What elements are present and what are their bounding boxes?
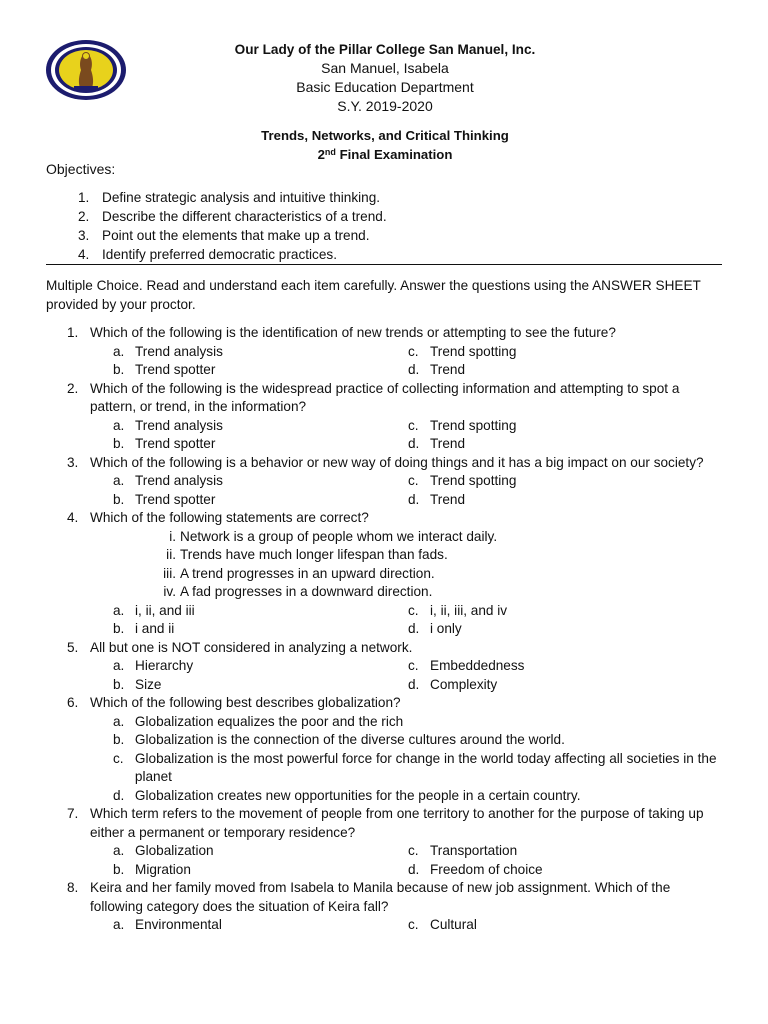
school-year: S.Y. 2019-2020 <box>337 98 433 114</box>
option-text: Trend <box>430 436 466 451</box>
objective-item <box>78 188 387 207</box>
question-stem <box>0 879 768 916</box>
question-number: 1. <box>67 325 79 340</box>
option-letter: d. <box>408 861 420 877</box>
answer-option <box>408 842 708 861</box>
school-seal-logo <box>44 38 128 102</box>
option-letter: d. <box>408 676 420 692</box>
question-stem <box>0 805 768 842</box>
objective-text: Point out the elements that make up a trend. <box>102 228 370 243</box>
question-stem <box>0 454 768 473</box>
option-text: Globalization is the connection of the diverse cultures around the world. <box>134 732 565 747</box>
answer-option <box>113 435 408 454</box>
option-letter: d. <box>408 436 420 451</box>
subject-title: Trends, Networks, and Critical Thinking <box>261 128 509 143</box>
answer-option <box>113 620 408 639</box>
objective-text: Describe the different characteristics of a trend. <box>102 209 387 224</box>
option-letter: c. <box>408 417 419 433</box>
statement-item <box>140 565 768 584</box>
answer-options <box>113 472 768 509</box>
answer-options <box>113 602 768 639</box>
option-letter: d. <box>113 787 125 803</box>
option-text: Hierarchy <box>135 658 194 673</box>
option-text: Transportation <box>430 843 518 858</box>
question-stem <box>0 639 768 658</box>
answer-options <box>113 713 723 806</box>
statement-label: iv. <box>163 584 176 599</box>
objectives-list <box>78 188 387 264</box>
answer-options <box>113 657 768 694</box>
answer-options <box>113 842 768 879</box>
answer-option <box>113 787 723 806</box>
question-text: Which of the following is a behavior or new way of doing things and it has a big impact on our society? <box>90 454 704 470</box>
question-text: Which of the following is the identification of new trends or attempting to see the future? <box>90 325 616 340</box>
objective-item <box>78 226 387 245</box>
answer-option <box>408 916 708 935</box>
statement-label: ii. <box>166 547 176 562</box>
question-item <box>0 639 768 695</box>
question-stem <box>0 509 768 528</box>
option-text: i, ii, iii, and iv <box>430 602 508 618</box>
option-letter: c. <box>408 917 419 932</box>
option-letter: b. <box>113 436 125 451</box>
option-letter: c. <box>408 343 419 359</box>
question-number: 3. <box>67 454 79 470</box>
option-letter: c. <box>408 602 419 618</box>
question-text: Which of the following best describes globalization? <box>90 695 401 710</box>
option-letter: b. <box>113 732 125 747</box>
school-address: San Manuel, Isabela <box>321 60 449 76</box>
instructions: Multiple Choice. Read and understand each item carefully. Answer the questions using the ANSWER SHEET provided by your proctor. <box>46 278 701 312</box>
school-header <box>170 40 600 116</box>
answer-option <box>113 491 408 510</box>
option-text: Size <box>135 676 162 692</box>
option-text: i and ii <box>135 621 175 636</box>
option-letter: a. <box>113 473 125 488</box>
question-stem <box>0 380 768 417</box>
answer-options <box>113 417 768 454</box>
answer-option <box>408 343 708 362</box>
answer-options <box>113 343 768 380</box>
question-number: 8. <box>67 880 79 895</box>
answer-option <box>408 361 708 380</box>
option-text: Trend analysis <box>135 417 223 433</box>
answer-option <box>408 472 708 491</box>
question-item <box>0 380 768 454</box>
answer-option <box>408 491 708 510</box>
statement-text: Network is a group of people whom we interact daily. <box>180 528 498 544</box>
question-text: Which term refers to the movement of people from one territory to another for the purpose of taking up either a permanent or temporary residence? <box>90 806 704 840</box>
question-item <box>0 324 768 380</box>
option-text: Globalization equalizes the poor and the rich <box>134 713 404 729</box>
option-text: Trend <box>430 362 466 377</box>
question-text: All but one is NOT considered in analyzing a network. <box>90 639 413 655</box>
exam-titles <box>170 126 600 164</box>
statement-text: A fad progresses in a downward direction. <box>180 584 433 599</box>
objective-text: Define strategic analysis and intuitive thinking. <box>102 190 381 205</box>
statement-label: i. <box>169 528 176 544</box>
answer-option <box>113 361 408 380</box>
objectives-heading: Objectives: <box>46 161 116 177</box>
option-letter: a. <box>113 658 125 673</box>
school-name: Our Lady of the Pillar College San Manuel, Inc. <box>234 42 536 57</box>
option-text: Trend spotting <box>430 343 517 359</box>
option-letter: d. <box>408 362 420 377</box>
question-list <box>0 324 768 935</box>
option-text: i only <box>430 621 462 636</box>
answer-option <box>408 657 708 676</box>
option-letter: c. <box>408 843 419 858</box>
option-letter: a. <box>113 843 125 858</box>
objective-number: 4. <box>78 247 90 262</box>
question-text: Keira and her family moved from Isabela to Manila because of new job assignment. Which of the following category does the situation of Keira fall? <box>90 880 671 914</box>
question-text: Which of the following statements are correct? <box>90 510 369 525</box>
option-letter: a. <box>113 343 125 359</box>
option-text: Trend spotter <box>135 436 216 451</box>
option-text: Globalization is the most powerful force for change in the world today affecting all societies in the planet <box>134 750 717 784</box>
option-letter: a. <box>113 713 125 729</box>
department: Basic Education Department <box>296 79 474 95</box>
option-letter: c. <box>408 658 419 673</box>
question-item <box>0 694 768 805</box>
answer-option <box>113 676 408 695</box>
answer-option <box>408 676 708 695</box>
question-number: 4. <box>67 510 79 525</box>
option-text: Trend spotting <box>430 417 517 433</box>
question-number: 2. <box>67 380 79 396</box>
objective-item <box>78 207 387 226</box>
option-text: Trend analysis <box>135 473 223 488</box>
answer-option <box>113 472 408 491</box>
objective-item <box>78 245 387 264</box>
answer-option <box>113 916 408 935</box>
statement-text: Trends have much longer lifespan than fads. <box>180 547 448 562</box>
option-text: i, ii, and iii <box>135 602 195 618</box>
option-text: Trend spotting <box>430 473 517 488</box>
answer-option <box>113 713 723 732</box>
statement-item <box>140 583 768 602</box>
answer-option <box>113 861 408 880</box>
option-text: Complexity <box>430 676 498 692</box>
answer-option <box>408 602 708 621</box>
option-letter: c. <box>408 473 419 488</box>
option-letter: d. <box>408 621 420 636</box>
question-number: 7. <box>67 806 79 821</box>
answer-option <box>113 343 408 362</box>
statement-text: A trend progresses in an upward direction. <box>180 565 435 581</box>
question-item <box>0 509 768 639</box>
question-number: 5. <box>67 639 79 655</box>
option-text: Trend spotter <box>135 491 216 507</box>
statement-label: iii. <box>163 565 176 581</box>
answer-options <box>113 916 768 935</box>
question-stem <box>0 694 768 713</box>
option-letter: b. <box>113 621 125 636</box>
objective-text: Identify preferred democratic practices. <box>102 247 337 262</box>
option-text: Globalization <box>135 843 214 858</box>
option-letter: b. <box>113 676 125 692</box>
option-text: Environmental <box>135 917 222 932</box>
answer-option <box>113 657 408 676</box>
option-text: Migration <box>135 861 191 877</box>
option-letter: a. <box>113 917 125 932</box>
option-letter: d. <box>408 491 420 507</box>
answer-option <box>113 602 408 621</box>
answer-option <box>408 620 708 639</box>
statement-list <box>140 528 768 602</box>
answer-option <box>113 417 408 436</box>
option-text: Freedom of choice <box>430 861 543 877</box>
question-stem <box>0 324 768 343</box>
option-letter: b. <box>113 491 125 507</box>
answer-option <box>408 435 708 454</box>
question-item <box>0 805 768 879</box>
objective-number: 1. <box>78 190 90 205</box>
divider <box>46 264 722 265</box>
objective-number: 2. <box>78 209 90 224</box>
option-letter: a. <box>113 602 125 618</box>
option-letter: b. <box>113 861 125 877</box>
option-text: Trend spotter <box>135 362 216 377</box>
answer-option <box>113 750 723 787</box>
answer-option <box>408 861 708 880</box>
statement-item <box>140 528 768 547</box>
option-text: Globalization creates new opportunities for the people in a certain country. <box>134 787 581 803</box>
option-text: Trend analysis <box>135 343 223 359</box>
statement-item <box>140 546 768 565</box>
question-text: Which of the following is the widespread practice of collecting information and attempting to spot a pattern, or trend, in the information? <box>90 380 680 414</box>
objective-number: 3. <box>78 228 90 243</box>
option-letter: a. <box>113 417 125 433</box>
question-item <box>0 454 768 510</box>
option-text: Embeddedness <box>430 658 525 673</box>
exam-title: 2nd Final Examination <box>317 147 453 162</box>
option-letter: c. <box>113 750 124 766</box>
option-letter: b. <box>113 362 125 377</box>
question-number: 6. <box>67 695 79 710</box>
answer-option <box>408 417 708 436</box>
option-text: Cultural <box>430 917 477 932</box>
answer-option <box>113 731 723 750</box>
answer-option <box>113 842 408 861</box>
option-text: Trend <box>430 491 466 507</box>
question-item <box>0 879 768 935</box>
